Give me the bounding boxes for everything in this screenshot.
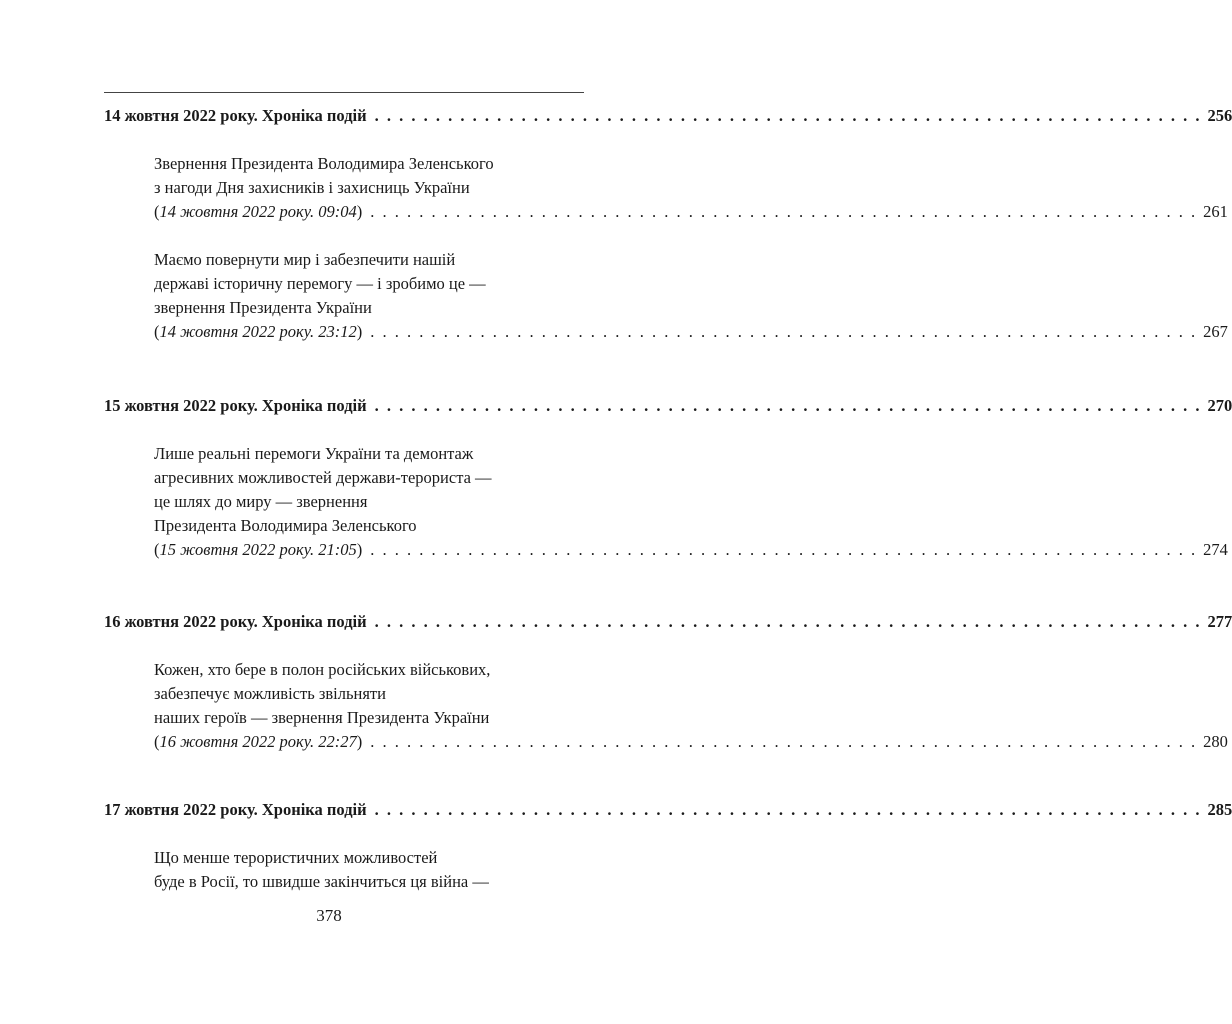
toc-entry-date-line[interactable]: ( 16 жовтня 2022 року. 22:27 ) . . . . . . . . . . . . . . . . . . . . . . . . . . . . . . . . . . . . . . . . . . . . . . . . . . . . . . . . . . . . . . . . . . . . 280: [154, 730, 567, 754]
dot-leader: . . . . . . . . . . . . . . . . . . . . . . . . . . . . . . . . . . . . . . . . . . . . . . . . . . . . . . . . . . . . . . . . . . . .: [374, 612, 1202, 631]
page-ref: 270: [1207, 396, 1232, 415]
page-ref: 267: [1203, 322, 1228, 341]
page-ref: 280: [1203, 732, 1228, 751]
dot-leader: . . . . . . . . . . . . . . . . . . . . . . . . . . . . . . . . . . . . . . . . . . . . . . . . . . . . . . . . . . . . . . . . . . . .: [370, 202, 1198, 221]
entry-line: Маємо повернути мир і забезпечити нашій: [154, 250, 456, 269]
toc-section-heading[interactable]: [104, 394, 1232, 418]
dot-leader: . . . . . . . . . . . . . . . . . . . . . . . . . . . . . . . . . . . . . . . . . . . . . . . . . . . . . . . . . . . . . . . . . . . .: [374, 396, 1202, 415]
entry-line: Лише реальні перемоги України та демонтаж: [154, 444, 474, 463]
entry-line: наших героїв — звернення Президента України: [154, 708, 490, 727]
page-ref: 256: [1207, 106, 1232, 125]
toc-section-heading[interactable]: [104, 798, 1232, 822]
entry-line: Що менше терористичних можливостей: [154, 848, 438, 867]
page-ref: 274: [1203, 540, 1228, 559]
entry-line: з нагоди Дня захисників і захисниць України: [154, 178, 470, 197]
entry-line: державі історичну перемогу — і зробимо це —: [154, 274, 486, 293]
page-ref: 285: [1207, 800, 1232, 819]
section-title: 16 жовтня 2022 року. Хроніка подій: [104, 612, 367, 631]
entry-line: Кожен, хто бере в полон російських військових,: [154, 660, 491, 679]
entry-date: 16 жовтня 2022 року. 22:27: [159, 732, 357, 751]
dot-leader: . . . . . . . . . . . . . . . . . . . . . . . . . . . . . . . . . . . . . . . . . . . . . . . . . . . . . . . . . . . . . . . . . . . .: [370, 732, 1198, 751]
entry-line: забезпечує можливість звільняти: [154, 684, 386, 703]
entry-date: 14 жовтня 2022 року. 09:04: [159, 202, 357, 221]
entry-date: 14 жовтня 2022 року. 23:12: [159, 322, 357, 341]
dot-leader: . . . . . . . . . . . . . . . . . . . . . . . . . . . . . . . . . . . . . . . . . . . . . . . . . . . . . . . . . . . . . . . . . . . .: [370, 540, 1198, 559]
dot-leader: . . . . . . . . . . . . . . . . . . . . . . . . . . . . . . . . . . . . . . . . . . . . . . . . . . . . . . . . . . . . . . . . . . . .: [370, 322, 1198, 341]
toc-section-heading[interactable]: [104, 104, 1232, 128]
section-title: 15 жовтня 2022 року. Хроніка подій: [104, 396, 367, 415]
page-number: 378: [316, 906, 342, 925]
entry-line: Президента Володимира Зеленського: [154, 516, 417, 535]
entry-date: 15 жовтня 2022 року. 21:05: [159, 540, 357, 559]
entry-line: Звернення Президента Володимира Зеленського: [154, 154, 494, 173]
page-ref: 277: [1207, 612, 1232, 631]
entry-line: буде в Росії, то швидше закінчиться ця війна —: [154, 872, 489, 891]
toc-entry-date-line[interactable]: ( 15 жовтня 2022 року. 21:05 ) . . . . . . . . . . . . . . . . . . . . . . . . . . . . . . . . . . . . . . . . . . . . . . . . . . . . . . . . . . . . . . . . . . . . 274: [154, 538, 567, 562]
top-rule: [104, 92, 584, 93]
toc-entry-date-line[interactable]: ( 14 жовтня 2022 року. 23:12 ) . . . . . . . . . . . . . . . . . . . . . . . . . . . . . . . . . . . . . . . . . . . . . . . . . . . . . . . . . . . . . . . . . . . . 267: [154, 320, 567, 344]
dot-leader: . . . . . . . . . . . . . . . . . . . . . . . . . . . . . . . . . . . . . . . . . . . . . . . . . . . . . . . . . . . . . . . . . . . .: [374, 106, 1202, 125]
section-title: 14 жовтня 2022 року. Хроніка подій: [104, 106, 367, 125]
section-title: 17 жовтня 2022 року. Хроніка подій: [104, 800, 367, 819]
toc-entry-date-line[interactable]: ( 14 жовтня 2022 року. 09:04 ) . . . . . . . . . . . . . . . . . . . . . . . . . . . . . . . . . . . . . . . . . . . . . . . . . . . . . . . . . . . . . . . . . . . . 261: [154, 200, 567, 224]
entry-line: агресивних можливостей держави-терориста —: [154, 468, 492, 487]
entry-line: звернення Президента України: [154, 298, 372, 317]
entry-line: це шлях до миру — звернення: [154, 492, 368, 511]
dot-leader: . . . . . . . . . . . . . . . . . . . . . . . . . . . . . . . . . . . . . . . . . . . . . . . . . . . . . . . . . . . . . . . . . . . .: [374, 800, 1202, 819]
page-ref: 261: [1203, 202, 1228, 221]
toc-section-heading[interactable]: [104, 610, 1232, 634]
